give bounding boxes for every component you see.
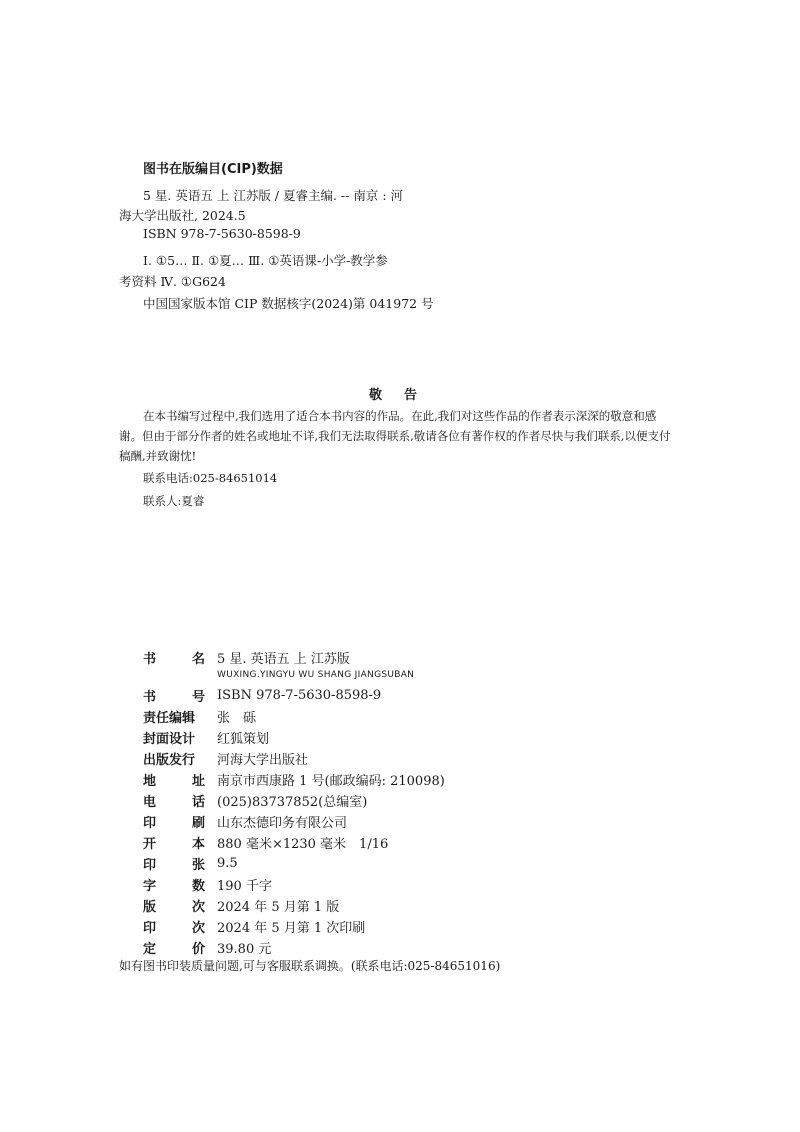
info-value: 2024 年 5 月第 1 次印刷 xyxy=(217,920,366,936)
info-value: (025)83737852(总编室) xyxy=(217,794,368,810)
label-char: 次 xyxy=(191,899,205,915)
notice-body: 在本书编写过程中,我们选用了适合本书内容的作品。在此,我们对这些作品的作者表示深深的敬意和感谢。但由于部分作者的姓名或地址不详,我们无法取得联系,敬请各位有著作权的作者尽快与我们联系,以便支付稿酬,并致谢忱! xyxy=(119,409,671,463)
info-value: 南京市西康路 1 号(邮政编码: 210098) xyxy=(217,773,445,789)
cip-line: 考资料 Ⅳ. ①G624 xyxy=(119,274,226,289)
info-value: 河海大学出版社 xyxy=(217,752,309,768)
info-label xyxy=(143,917,205,936)
info-row-words xyxy=(143,874,272,894)
info-value: 张 砾 xyxy=(217,710,257,726)
info-label xyxy=(143,791,205,810)
info-value: 39.80 元 xyxy=(217,941,272,957)
info-value: 880 毫米×1230 毫米 1/16 xyxy=(217,836,389,852)
info-label xyxy=(143,686,205,705)
label-char: 址 xyxy=(191,773,205,789)
info-label: 出版发行 xyxy=(143,752,196,768)
notice-contact: 联系人:夏睿 xyxy=(143,494,205,508)
label-char: 次 xyxy=(191,920,205,936)
title-pinyin: WUXING.YINGYU WU SHANG JIANGSUBAN xyxy=(217,670,415,680)
info-row-cover xyxy=(143,727,269,747)
info-label xyxy=(143,938,205,957)
info-row-edition xyxy=(143,895,339,915)
footer-note: 如有图书印装质量问题,可与客服联系调换。(联系电话:025-84651016) xyxy=(119,959,501,973)
info-label xyxy=(143,875,205,894)
info-value: 红狐策划 xyxy=(217,731,270,747)
info-row-format xyxy=(143,832,388,852)
info-row-isbn xyxy=(143,685,381,705)
info-label xyxy=(143,648,205,667)
info-row-printing xyxy=(143,916,365,936)
label-char: 字 xyxy=(143,878,157,894)
notice-phone: 联系电话:025-84651014 xyxy=(143,471,278,485)
info-label xyxy=(143,854,205,873)
info-row-title xyxy=(143,647,350,667)
cip-number: 中国国家版本馆 CIP 数据核字(2024)第 041972 号 xyxy=(143,296,434,311)
label-char: 印 xyxy=(143,857,157,873)
label-char: 张 xyxy=(191,857,205,873)
info-label: 责任编辑 xyxy=(143,710,196,726)
info-row-printer xyxy=(143,811,347,831)
info-value: 190 千字 xyxy=(217,878,272,894)
label-char: 号 xyxy=(191,689,205,705)
info-row-phone xyxy=(143,790,367,810)
info-row-publisher xyxy=(143,748,308,768)
label-char: 数 xyxy=(191,878,205,894)
info-row-address xyxy=(143,769,445,789)
label-char: 书 xyxy=(143,651,157,667)
label-char: 印 xyxy=(143,815,157,831)
info-value: 山东杰德印务有限公司 xyxy=(217,815,348,831)
cip-line: 海大学出版社, 2024.5 xyxy=(119,208,246,223)
label-char: 书 xyxy=(143,689,157,705)
info-value: ISBN 978-7-5630-8598-9 xyxy=(217,687,382,703)
label-char: 电 xyxy=(143,794,157,810)
info-value: 2024 年 5 月第 1 版 xyxy=(217,899,340,915)
info-value: 5 星. 英语五 上 江苏版 xyxy=(217,651,350,667)
info-row-sheets xyxy=(143,853,238,873)
info-label xyxy=(143,896,205,915)
cip-title: 图书在版编目(CIP)数据 xyxy=(143,162,283,177)
notice-title: 敬告 xyxy=(369,388,440,403)
label-char: 刷 xyxy=(191,815,205,831)
label-char: 地 xyxy=(143,773,157,789)
cip-line: 5 星. 英语五 上 江苏版 / 夏睿主编. -- 南京 : 河 xyxy=(143,188,404,203)
info-label xyxy=(143,812,205,831)
label-char: 定 xyxy=(143,941,157,957)
label-char: 话 xyxy=(191,794,205,810)
label-char: 版 xyxy=(143,899,157,915)
info-label xyxy=(143,770,205,789)
info-row-price xyxy=(143,937,271,957)
label-char: 价 xyxy=(191,941,205,957)
info-row-editor xyxy=(143,706,256,726)
label-char: 开 xyxy=(143,836,157,852)
info-label xyxy=(143,833,205,852)
info-value: 9.5 xyxy=(217,855,238,871)
label-char: 本 xyxy=(191,836,205,852)
cip-line: ISBN 978-7-5630-8598-9 xyxy=(143,226,301,241)
label-char: 印 xyxy=(143,920,157,936)
info-label: 封面设计 xyxy=(143,731,196,747)
cip-line: Ⅰ. ①5… Ⅱ. ①夏… Ⅲ. ①英语课-小学-教学参 xyxy=(143,253,388,268)
label-char: 名 xyxy=(191,651,205,667)
